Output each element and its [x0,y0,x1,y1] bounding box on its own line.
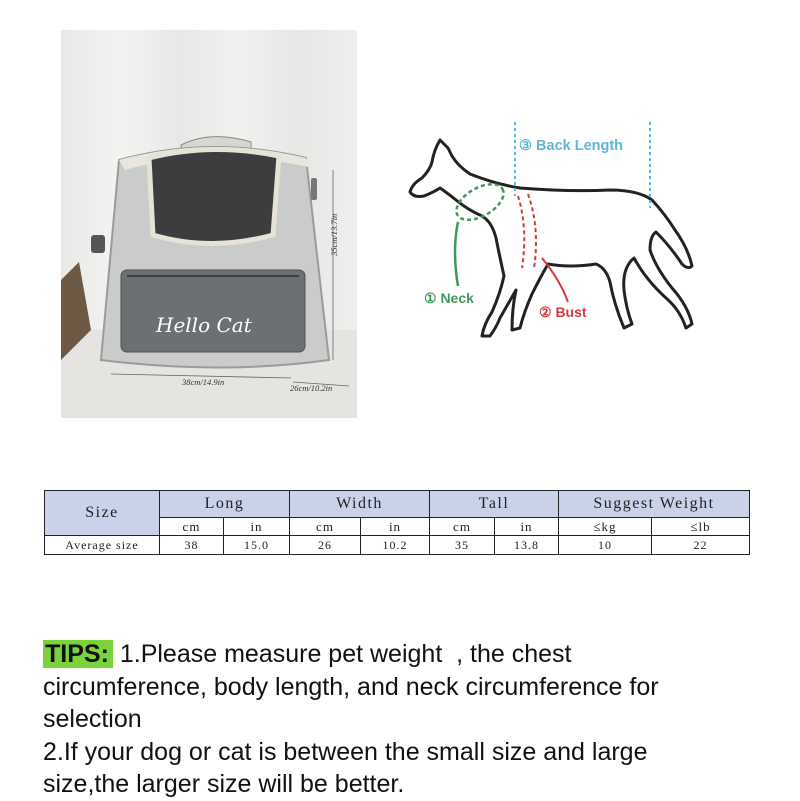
tip-line-5: size,the larger size will be better. [43,770,405,798]
pet-carrier-image [61,30,357,418]
unit-header: cm [290,518,361,536]
tip-line-3: selection [43,705,142,733]
table-cell: 13.8 [495,536,559,555]
table-cell: 38 [160,536,224,555]
table-cell: 15.0 [224,536,290,555]
bust-label: ② Bust [539,304,587,320]
table-cell: 22 [652,536,750,555]
product-photo [61,30,357,418]
table-cell: 10.2 [361,536,430,555]
size-table [44,490,750,555]
back-length-label: ③ Back Length [519,138,624,154]
unit-header: cm [160,518,224,536]
tip-text: 1.Please measure pet weight , the chest [112,640,572,668]
group-header-width: Width [290,491,430,518]
dimension-depth: 26cm/10.2in [290,383,333,393]
table-cell: 10 [559,536,652,555]
unit-header: in [224,518,290,536]
neck-label: ① Neck [424,290,474,306]
group-header-tall: Tall [430,491,559,518]
brand-text: Hello Cat [156,313,252,337]
unit-header: in [495,518,559,536]
tip-line-2: circumference, body length, and neck circumference for [43,672,659,701]
unit-header: ≤lb [652,518,750,536]
tip-line-4: 2.If your dog or cat is between the small size and large [43,737,648,766]
row-label: Average size [45,536,160,555]
size-header: Size [45,491,160,536]
unit-header: cm [430,518,495,536]
table-cell: 26 [290,536,361,555]
tip-line-1 [43,638,763,671]
tips-section [43,638,763,801]
dimension-height: 35cm/13.7in [329,213,339,256]
tips-label: TIPS: [43,640,113,668]
table-row [45,536,750,555]
unit-header: ≤kg [559,518,652,536]
group-header-weight: Suggest Weight [559,491,750,518]
dimension-width: 38cm/14.9in [182,377,225,387]
unit-header: in [361,518,430,536]
table-cell: 35 [430,536,495,555]
group-header-long: Long [160,491,290,518]
